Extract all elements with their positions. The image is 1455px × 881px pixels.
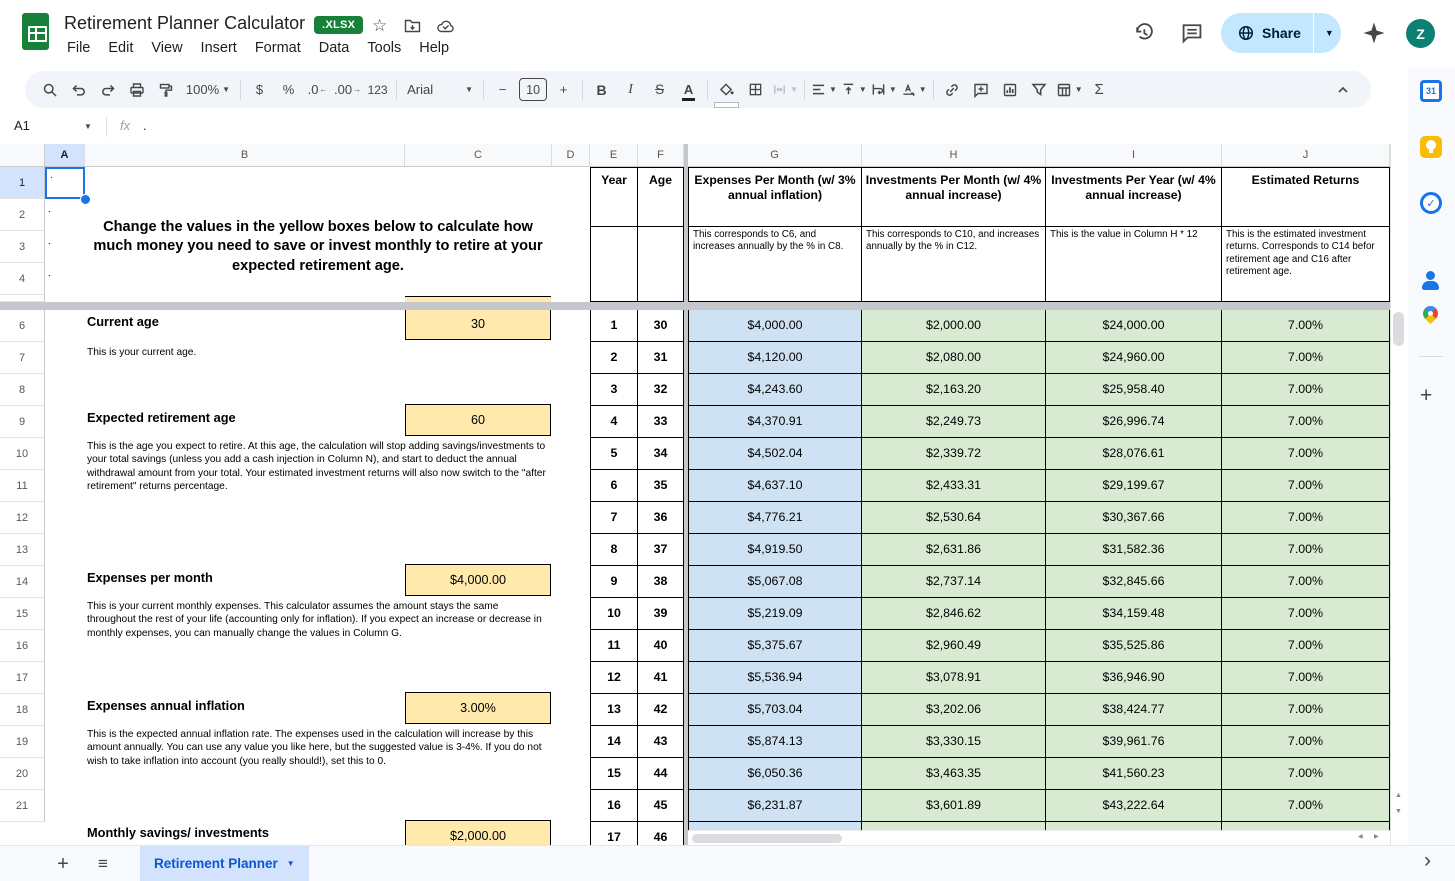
table-cell[interactable]: 3	[590, 374, 638, 406]
strikethrough-button[interactable]: S	[655, 82, 665, 97]
table-note-age-empty[interactable]	[638, 227, 684, 302]
table-cell[interactable]: 16	[590, 790, 638, 822]
fill-color-icon	[719, 83, 734, 96]
column-header-b[interactable]: B	[85, 144, 405, 167]
table-cell[interactable]: $3,330.15	[862, 726, 1046, 758]
avatar[interactable]: Z	[1406, 19, 1435, 48]
borders-button[interactable]	[741, 77, 770, 103]
more-formats-button[interactable]: 123	[367, 82, 388, 97]
table-cell[interactable]: 10	[590, 598, 638, 630]
version-history-icon[interactable]	[1133, 22, 1155, 44]
table-note-expenses[interactable]: This corresponds to C6, and increases annually by the % in C8.	[688, 227, 862, 302]
menu-format[interactable]: Format	[254, 40, 301, 56]
text-color-label: A	[683, 82, 694, 97]
column-header-i[interactable]: I	[1046, 144, 1222, 167]
table-cell[interactable]: 13	[590, 694, 638, 726]
row-header-8[interactable]: 8	[0, 374, 45, 406]
increase-font-size-button[interactable]: +	[559, 82, 568, 97]
vertical-align-icon	[841, 82, 856, 97]
table-cell[interactable]: 9	[590, 566, 638, 598]
table-icon	[1056, 82, 1072, 98]
sheets-logo-icon[interactable]	[22, 13, 49, 50]
table-header-age[interactable]: Age	[638, 167, 684, 227]
table-cell[interactable]: 7.00%	[1222, 342, 1390, 374]
google-contacts-icon[interactable]	[1420, 270, 1442, 292]
spreadsheet-grid	[0, 144, 1408, 845]
add-sheet-button[interactable]: +	[57, 852, 69, 875]
fx-label: fx	[120, 118, 131, 133]
table-header-returns[interactable]: Estimated Returns	[1222, 167, 1390, 227]
table-cell[interactable]: 35	[638, 470, 684, 502]
rail-divider	[1419, 356, 1443, 357]
menu-bar	[58, 38, 458, 58]
table-cell[interactable]: $2,846.62	[862, 598, 1046, 630]
column-header-e[interactable]: E	[590, 144, 638, 167]
font-name-value: Arial	[407, 82, 434, 97]
insert-comment-button[interactable]	[967, 77, 996, 103]
table-cell[interactable]: $2,433.31	[862, 470, 1046, 502]
table-cell[interactable]: $4,776.21	[688, 502, 862, 534]
google-tasks-icon[interactable]: ✓	[1420, 192, 1442, 214]
table-cell[interactable]: $5,536.94	[688, 662, 862, 694]
name-box[interactable]: A1	[14, 118, 30, 133]
table-cell[interactable]: 7.00%	[1222, 502, 1390, 534]
scroll-right-icon[interactable]: ▶	[1374, 834, 1379, 840]
table-cell[interactable]: $24,960.00	[1046, 342, 1222, 374]
search-button[interactable]	[35, 77, 64, 103]
table-cell[interactable]: 7.00%	[1222, 566, 1390, 598]
increase-decimals-label: .00	[334, 82, 353, 97]
table-cell[interactable]: $5,067.08	[688, 566, 862, 598]
table-cell[interactable]: 7.00%	[1222, 534, 1390, 566]
text-color-button[interactable]	[674, 77, 703, 103]
decrease-decimals-button[interactable]: .0 ←	[307, 82, 328, 97]
fill-handle[interactable]	[80, 194, 91, 205]
row-header-16[interactable]: 16	[0, 630, 45, 662]
sheet-tab-bar	[0, 845, 1455, 881]
table-cell[interactable]: $2,737.14	[862, 566, 1046, 598]
table-cell[interactable]: 41	[638, 662, 684, 694]
input-monthly-savings[interactable]: $2,000.00	[405, 820, 551, 845]
cell-a4[interactable]: .	[48, 268, 51, 279]
cell-a3[interactable]: .	[48, 236, 51, 247]
table-cell[interactable]: 7.00%	[1222, 310, 1390, 342]
column-header-g[interactable]: G	[688, 144, 862, 167]
row-header-4[interactable]: 4	[0, 263, 45, 295]
scroll-left-icon[interactable]: ◀	[1358, 834, 1363, 840]
table-cell[interactable]: $2,163.20	[862, 374, 1046, 406]
redo-button[interactable]	[93, 77, 122, 103]
table-cell[interactable]: 15	[590, 758, 638, 790]
desc-expenses[interactable]: This is your current monthly expenses. This calculator assumes the amount stays the same throughout the rest of your life (accounting only for inflation). If you expect an increase or decrease in monthly expenses, you can manually change the values in Column G.	[87, 601, 542, 639]
format-percent-button[interactable]: %	[282, 82, 295, 97]
text-wrap-button[interactable]: ▼	[869, 77, 899, 103]
font-size-input[interactable]: 10	[519, 78, 547, 101]
increase-decimals-button[interactable]: .00 →	[334, 82, 362, 97]
table-cell[interactable]: 7.00%	[1222, 470, 1390, 502]
table-cell[interactable]: $26,996.74	[1046, 406, 1222, 438]
table-cell[interactable]: $6,050.36	[688, 758, 862, 790]
table-tools-button[interactable]: ▼	[1054, 77, 1085, 103]
bold-button[interactable]: B	[596, 81, 607, 98]
formula-bar-divider	[106, 117, 107, 137]
table-cell[interactable]: 2	[590, 342, 638, 374]
show-side-panel-icon[interactable]: ›	[1424, 849, 1431, 872]
table-note-year-empty[interactable]	[590, 227, 638, 302]
table-cell[interactable]: $30,367.66	[1046, 502, 1222, 534]
field-label-monthly-savings[interactable]: Monthly savings/ investments	[87, 825, 270, 840]
table-header-invest-month[interactable]: Investments Per Month (w/ 4% annual increase)	[862, 167, 1046, 227]
undo-button[interactable]	[64, 77, 93, 103]
google-calendar-icon[interactable]: 31	[1420, 80, 1442, 102]
table-cell[interactable]: 7.00%	[1222, 694, 1390, 726]
table-cell[interactable]: $5,219.09	[688, 598, 862, 630]
italic-button[interactable]: I	[628, 81, 633, 97]
move-folder-icon[interactable]	[404, 18, 421, 33]
row-header-10[interactable]: 10	[0, 438, 45, 470]
print-button[interactable]	[122, 77, 151, 103]
column-header-a[interactable]: A	[45, 144, 85, 167]
table-cell[interactable]: 32	[638, 374, 684, 406]
align-left-icon	[811, 83, 826, 96]
desc-current-age[interactable]: This is your current age.	[87, 347, 197, 358]
menu-insert[interactable]: Insert	[200, 40, 237, 56]
field-label-current-age[interactable]: Current age	[87, 314, 159, 329]
vertical-align-button[interactable]: ▼	[839, 77, 869, 103]
row-header-12[interactable]: 12	[0, 502, 45, 534]
desc-retirement-age[interactable]: This is the age you expect to retire. At this age, the calculation will stop adding savings/investments to your total savings (unless you add a cash injection in Column N), and start to deduct the annual withdrawal amount from your total. Your estimated investment returns will also now switch to the "after retirement" returns percentage.	[87, 441, 546, 492]
input-inflation[interactable]: 3.00%	[405, 692, 551, 724]
gemini-sparkle-icon[interactable]	[1362, 21, 1386, 45]
table-cell[interactable]: $32,845.66	[1046, 566, 1222, 598]
globe-icon	[1237, 24, 1255, 42]
table-cell[interactable]: $4,243.60	[688, 374, 862, 406]
scroll-down-icon[interactable]: ▼	[1395, 808, 1402, 815]
table-cell[interactable]: $3,601.89	[862, 790, 1046, 822]
merge-cells-icon	[772, 82, 787, 97]
table-cell[interactable]: 34	[638, 438, 684, 470]
sheet-tab-caret[interactable]: ▼	[286, 859, 295, 868]
print-icon	[129, 82, 145, 98]
table-cell[interactable]: 17	[590, 822, 638, 845]
table-cell[interactable]: 42	[638, 694, 684, 726]
column-header-c[interactable]: C	[405, 144, 552, 167]
table-cell[interactable]: 37	[638, 534, 684, 566]
table-cell[interactable]: 46	[638, 822, 684, 845]
paint-format-icon	[158, 82, 174, 98]
table-cell[interactable]: $38,424.77	[1046, 694, 1222, 726]
table-cell[interactable]: 33	[638, 406, 684, 438]
table-cell[interactable]: 36	[638, 502, 684, 534]
table-note-invest-year[interactable]: This is the value in Column H * 12	[1046, 227, 1222, 302]
desc-inflation[interactable]: This is the expected annual inflation rate. The expenses used in the calculation will increase by this amount annually. You can use any value you like here, but the suggested value is 3-4%. If you do not wish to take inflation into account (you really should!), set this to 0.	[87, 729, 542, 767]
star-icon[interactable]: ☆	[372, 16, 388, 35]
table-cell[interactable]: $3,202.06	[862, 694, 1046, 726]
text-wrap-icon	[871, 82, 886, 97]
row-header-15[interactable]: 15	[0, 598, 45, 630]
menu-tools[interactable]: Tools	[367, 40, 402, 56]
sheet-tab-active[interactable]	[140, 846, 309, 881]
chevron-up-icon	[1336, 85, 1350, 95]
table-cell[interactable]: $43,222.64	[1046, 790, 1222, 822]
input-current-age[interactable]: 30	[405, 309, 551, 340]
formula-bar	[0, 110, 1408, 145]
table-cell[interactable]: 7.00%	[1222, 438, 1390, 470]
formula-input[interactable]: .	[143, 118, 147, 133]
row-header-9[interactable]: 9	[0, 406, 45, 438]
paint-format-button[interactable]	[151, 77, 180, 103]
table-cell[interactable]: 30	[638, 310, 684, 342]
zoom-value: 100%	[185, 82, 220, 97]
filter-icon	[1031, 82, 1047, 97]
document-title[interactable]: Retirement Planner Calculator	[64, 13, 306, 33]
row-header-13[interactable]: 13	[0, 534, 45, 566]
horizontal-scrollbar[interactable]	[688, 830, 1390, 845]
google-keep-icon[interactable]	[1420, 136, 1442, 158]
comment-history-icon[interactable]	[1181, 22, 1203, 44]
table-cell[interactable]: 12	[590, 662, 638, 694]
row-header-11[interactable]: 11	[0, 470, 45, 502]
toolbar	[25, 71, 1371, 108]
merge-cells-button[interactable]: ▼	[770, 77, 800, 103]
selected-cell-a1[interactable]: .	[45, 167, 85, 199]
functions-button[interactable]: Σ	[1094, 81, 1104, 98]
table-cell[interactable]: $2,000.00	[862, 310, 1046, 342]
text-rotation-button[interactable]: ▼	[899, 77, 929, 103]
table-cell[interactable]: 7.00%	[1222, 726, 1390, 758]
table-cell[interactable]: $2,080.00	[862, 342, 1046, 374]
field-label-expenses[interactable]: Expenses per month	[87, 570, 213, 585]
table-cell[interactable]: $35,525.86	[1046, 630, 1222, 662]
row-header-5[interactable]	[0, 295, 45, 302]
row-header-17[interactable]: 17	[0, 662, 45, 694]
horizontal-align-button[interactable]: ▼	[809, 77, 839, 103]
insert-comment-icon	[973, 82, 989, 98]
table-cell[interactable]: 44	[638, 758, 684, 790]
table-cell[interactable]: $5,375.67	[688, 630, 862, 662]
table-header-year[interactable]: Year	[590, 167, 638, 227]
menu-file[interactable]: File	[67, 40, 91, 56]
menu-data[interactable]: Data	[318, 40, 350, 56]
row-header-18[interactable]: 18	[0, 694, 45, 726]
table-cell[interactable]: $2,530.64	[862, 502, 1046, 534]
table-cell[interactable]: 45	[638, 790, 684, 822]
table-cell[interactable]: 7.00%	[1222, 662, 1390, 694]
share-dropdown-caret[interactable]: ▼	[1324, 28, 1334, 38]
table-note-invest-month[interactable]: This corresponds to C10, and increases annually by the % in C12.	[862, 227, 1046, 302]
row-header-19[interactable]: 19	[0, 726, 45, 758]
table-cell[interactable]: 11	[590, 630, 638, 662]
table-cell[interactable]: 7.00%	[1222, 598, 1390, 630]
hide-toolbar-button[interactable]	[1328, 77, 1357, 103]
file-type-badge: .XLSX	[314, 16, 363, 34]
table-cell[interactable]: $36,946.90	[1046, 662, 1222, 694]
table-cell[interactable]: $4,637.10	[688, 470, 862, 502]
zoom-select[interactable]: 100% ▼	[185, 82, 231, 97]
row-header-21[interactable]: 21	[0, 790, 45, 822]
table-cell[interactable]: $28,076.61	[1046, 438, 1222, 470]
text-rotation-icon	[901, 82, 916, 97]
share-divider	[1313, 13, 1314, 53]
link-icon	[944, 82, 960, 98]
table-cell[interactable]: $34,159.48	[1046, 598, 1222, 630]
sheet-tab-label: Retirement Planner	[154, 856, 278, 871]
borders-icon	[748, 82, 763, 97]
row-header-6[interactable]: 6	[0, 310, 45, 342]
table-cell[interactable]: $3,078.91	[862, 662, 1046, 694]
input-expenses[interactable]: $4,000.00	[405, 564, 551, 596]
insert-link-button[interactable]	[938, 77, 967, 103]
row-header-14[interactable]: 14	[0, 566, 45, 598]
table-cell[interactable]: $39,961.76	[1046, 726, 1222, 758]
table-cell[interactable]: $4,919.50	[688, 534, 862, 566]
vertical-scrollbar[interactable]	[1390, 144, 1408, 845]
font-select[interactable]: Arial ▼	[407, 82, 474, 97]
row-header-7[interactable]: 7	[0, 342, 45, 374]
table-cell[interactable]: $41,560.23	[1046, 758, 1222, 790]
table-cell[interactable]: 31	[638, 342, 684, 374]
table-cell[interactable]: 7.00%	[1222, 630, 1390, 662]
row-header-1[interactable]: 1	[0, 167, 45, 199]
input-retirement-age[interactable]: 60	[405, 404, 551, 436]
table-cell[interactable]: 6	[590, 470, 638, 502]
table-cell[interactable]: 40	[638, 630, 684, 662]
cell-a2[interactable]: .	[48, 204, 51, 215]
table-cell[interactable]: 7.00%	[1222, 406, 1390, 438]
search-icon	[42, 82, 58, 98]
name-box-caret[interactable]: ▼	[84, 122, 92, 131]
table-cell[interactable]: $29,199.67	[1046, 470, 1222, 502]
table-cell[interactable]: 7.00%	[1222, 374, 1390, 406]
table-cell[interactable]: $6,231.87	[688, 790, 862, 822]
row-header-20[interactable]: 20	[0, 758, 45, 790]
field-label-retirement-age[interactable]: Expected retirement age	[87, 410, 236, 425]
table-cell[interactable]: 39	[638, 598, 684, 630]
table-cell[interactable]: $31,582.36	[1046, 534, 1222, 566]
decrease-decimals-label: .0	[307, 82, 319, 97]
table-cell[interactable]: $2,631.86	[862, 534, 1046, 566]
menu-view[interactable]: View	[151, 40, 183, 56]
table-cell[interactable]: $2,960.49	[862, 630, 1046, 662]
column-header-f[interactable]: F	[638, 144, 684, 167]
undo-icon	[71, 82, 87, 98]
insert-chart-button[interactable]	[996, 77, 1025, 103]
menu-help[interactable]: Help	[419, 40, 450, 56]
column-header-h[interactable]: H	[862, 144, 1046, 167]
frozen-column-divider[interactable]	[684, 144, 688, 845]
table-cell[interactable]: $25,958.40	[1046, 374, 1222, 406]
frozen-row-divider[interactable]	[0, 302, 1390, 310]
table-cell[interactable]: $2,249.73	[862, 406, 1046, 438]
select-all-corner[interactable]	[0, 144, 45, 167]
table-cell[interactable]: 43	[638, 726, 684, 758]
table-note-returns[interactable]: This is the estimated investment returns. Corresponds to C14 befor retirement age and C16 after retirement age.	[1222, 227, 1390, 302]
google-maps-icon[interactable]	[1420, 304, 1442, 326]
table-cell[interactable]: 4	[590, 406, 638, 438]
table-cell[interactable]: $4,000.00	[688, 310, 862, 342]
all-sheets-button[interactable]: ≡	[98, 854, 108, 873]
side-panel-rail	[1408, 68, 1455, 845]
table-header-invest-year[interactable]: Investments Per Year (w/ 4% annual increase)	[1046, 167, 1222, 227]
format-currency-button[interactable]: $	[255, 82, 264, 97]
table-cell[interactable]: $4,502.04	[688, 438, 862, 470]
decrease-font-size-button[interactable]: −	[498, 82, 507, 97]
table-cell[interactable]: 8	[590, 534, 638, 566]
table-cell[interactable]: $5,874.13	[688, 726, 862, 758]
column-header-j[interactable]: J	[1222, 144, 1390, 167]
instructions-banner[interactable]: Change the values in the yellow boxes below to calculate how much money you need to save or invest monthly to retire at your expected retirement age.	[93, 218, 543, 274]
table-cell[interactable]: $5,703.04	[688, 694, 862, 726]
menu-edit[interactable]: Edit	[108, 40, 134, 56]
share-button[interactable]	[1221, 13, 1341, 53]
table-cell[interactable]: 7.00%	[1222, 790, 1390, 822]
share-label: Share	[1262, 25, 1301, 41]
column-header-d[interactable]: D	[552, 144, 590, 167]
get-add-ons-button[interactable]: +	[1420, 384, 1433, 407]
scroll-up-icon[interactable]: ▲	[1395, 792, 1402, 799]
table-cell[interactable]: 7	[590, 502, 638, 534]
table-cell[interactable]: $4,120.00	[688, 342, 862, 374]
table-cell[interactable]: $4,370.91	[688, 406, 862, 438]
fill-color-button[interactable]	[712, 77, 741, 103]
row-header-2[interactable]: 2	[0, 199, 45, 231]
vertical-scrollbar-thumb[interactable]	[1393, 312, 1404, 346]
create-filter-button[interactable]	[1025, 77, 1054, 103]
horizontal-scrollbar-thumb[interactable]	[692, 834, 842, 843]
top-bar	[0, 0, 1455, 68]
table-cell[interactable]: $3,463.35	[862, 758, 1046, 790]
field-label-inflation[interactable]: Expenses annual inflation	[87, 698, 245, 713]
table-cell[interactable]: 5	[590, 438, 638, 470]
table-cell[interactable]: 7.00%	[1222, 758, 1390, 790]
table-cell[interactable]: 14	[590, 726, 638, 758]
table-cell[interactable]: 38	[638, 566, 684, 598]
table-cell[interactable]: $24,000.00	[1046, 310, 1222, 342]
table-header-expenses[interactable]: Expenses Per Month (w/ 3% annual inflation)	[688, 167, 862, 227]
table-cell[interactable]: $2,339.72	[862, 438, 1046, 470]
row-header-3[interactable]: 3	[0, 231, 45, 263]
redo-icon	[100, 82, 116, 98]
table-cell[interactable]: 1	[590, 310, 638, 342]
cloud-status-icon[interactable]	[436, 19, 456, 33]
insert-chart-icon	[1002, 82, 1018, 98]
